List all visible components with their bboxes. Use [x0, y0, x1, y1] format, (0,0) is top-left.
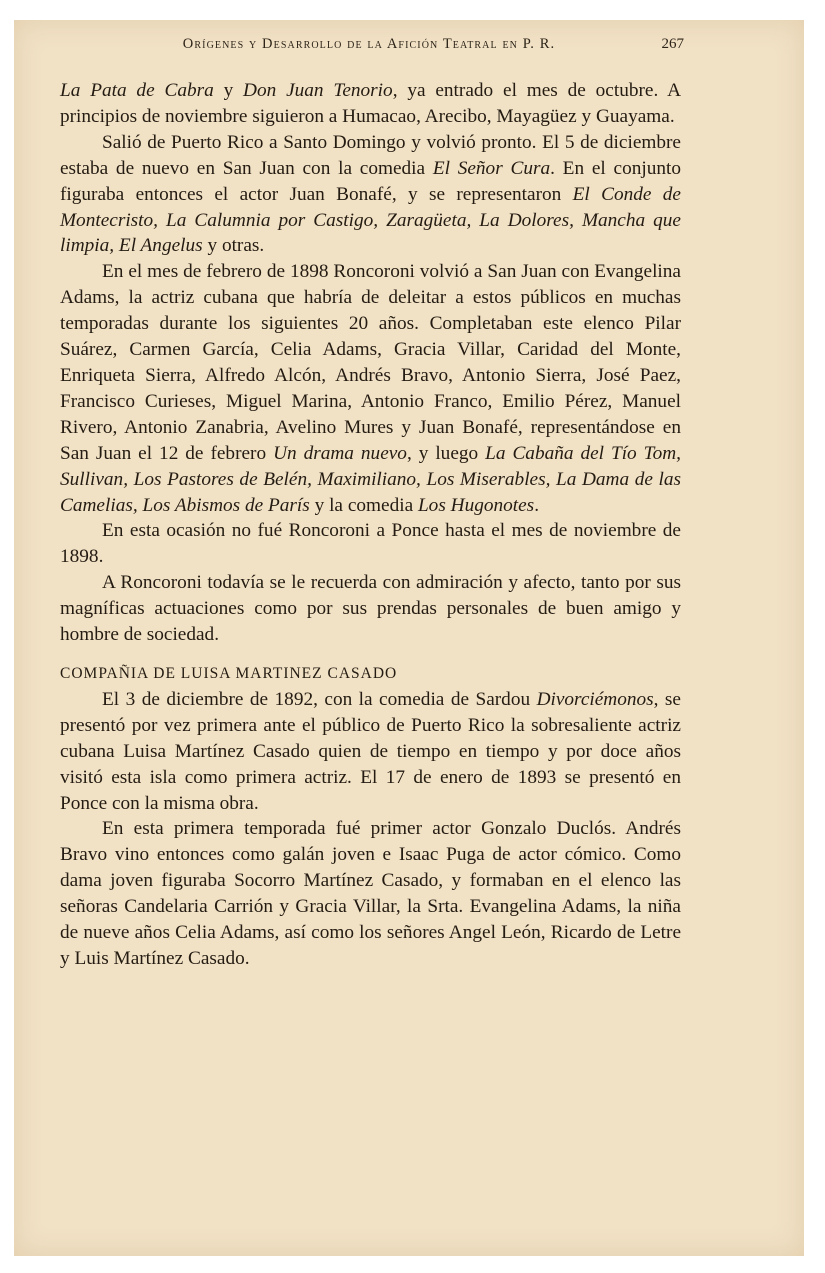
- section-heading: COMPAÑIA DE LUISA MARTINEZ CASADO: [60, 664, 398, 682]
- book-page: [14, 20, 804, 1256]
- play-title: Don Juan Tenorio: [243, 80, 393, 101]
- play-titles: La Cabaña del Tío Tom, Sullivan, Los Pastores de Belén, Maximiliano, Los Miserables, La Dama de las Camelias, Los Abismos de París: [60, 442, 681, 516]
- paragraph: [60, 130, 681, 260]
- text-run: , se presentó por vez primera ante el público de Puerto Rico la sobresaliente actriz cubana Luisa Martínez Casado quien de tiempo en tiempo y por doce años visitó esta isla como primera actriz. El 17 de enero de 1893 se presentó en Ponce con la misma obra.: [60, 688, 681, 814]
- play-title: La Pata de Cabra: [60, 80, 214, 101]
- play-titles: El Conde de Montecristo, La Calumnia por Castigo, Zaragüeta, La Dolores, Mancha que limpia, El Angelus: [60, 183, 681, 257]
- text-run: El 3 de diciembre de 1892, con la comedia de Sardou: [102, 688, 537, 710]
- paragraph: [60, 687, 681, 817]
- text-run: . En el conjunto figuraba entonces el actor Juan Bonafé, y se representaron: [60, 157, 682, 205]
- paragraph: [60, 259, 681, 518]
- paragraph-continued: [60, 78, 681, 130]
- text-run: .: [534, 494, 540, 516]
- play-title: Divorciémonos: [536, 688, 654, 710]
- paragraph: En esta ocasión no fué Roncoroni a Ponce hasta el mes de noviembre de 1898.: [60, 520, 681, 568]
- play-title: El Señor Cura: [432, 157, 551, 179]
- paragraph: En esta primera temporada fué primer actor Gonzalo Duclós. Andrés Bravo vino entonces como galán joven e Isaac Puga de actor cómico. Como dama joven figuraba Socorro Martínez Casado, y formaban en el elenco las señoras Candelaria Carrión y Gracia Villar, la Srta. Evangelina Adams, la niña de nueve años Celia Adams, así como los señores Angel León, Ricardo de Letre y Luis Martínez Casado.: [60, 818, 681, 969]
- text-run: y: [213, 80, 244, 101]
- text-run: En el mes de febrero de 1898 Roncoroni volvió a San Juan con Evangelina Adams, la actriz cubana que habría de deleitar a estos públicos en muchas temporadas durante los siguientes 20 años. Completaban este elenco Pilar Suárez, Carmen García, Celia Adams, Gracia Villar, Caridad del Monte, Enriqueta Sierra, Alfredo Alcón, Andrés Bravo, Antonio Sierra, José Paez, Francisco Curieses, Miguel Marina, Antonio Franco, Emilio Pérez, Manuel Rivero, Antonio Zanabria, Avelino Mures y Juan Bonafé, representándose en San Juan el 12 de febrero: [60, 261, 681, 464]
- text-run: Salió de Puerto Rico a Santo Domingo y volvió pronto. El 5 de diciembre estaba de nuevo en San Juan con la comedia: [60, 131, 681, 179]
- text-run: y la comedia: [309, 494, 418, 516]
- play-title: Los Hugonotes: [417, 494, 535, 516]
- body-text: [60, 78, 681, 972]
- page-number: 267: [661, 36, 684, 52]
- text-run: y otras.: [202, 235, 265, 257]
- text-run: , ya entrado el mes de octubre. A principios de noviembre siguieron a Humacao, Arecibo, Mayagüez y Guayama.: [60, 80, 681, 127]
- paragraph: A Roncoroni todavía se le recuerda con admiración y afecto, tanto por sus magníficas actuaciones como por sus prendas personales de buen amigo y hombre de sociedad.: [60, 572, 681, 646]
- running-header: Orígenes y Desarrollo de la Afición Teatral en P. R.: [182, 36, 556, 52]
- play-title: Un drama nuevo: [273, 442, 407, 464]
- text-run: , y luego: [406, 442, 486, 464]
